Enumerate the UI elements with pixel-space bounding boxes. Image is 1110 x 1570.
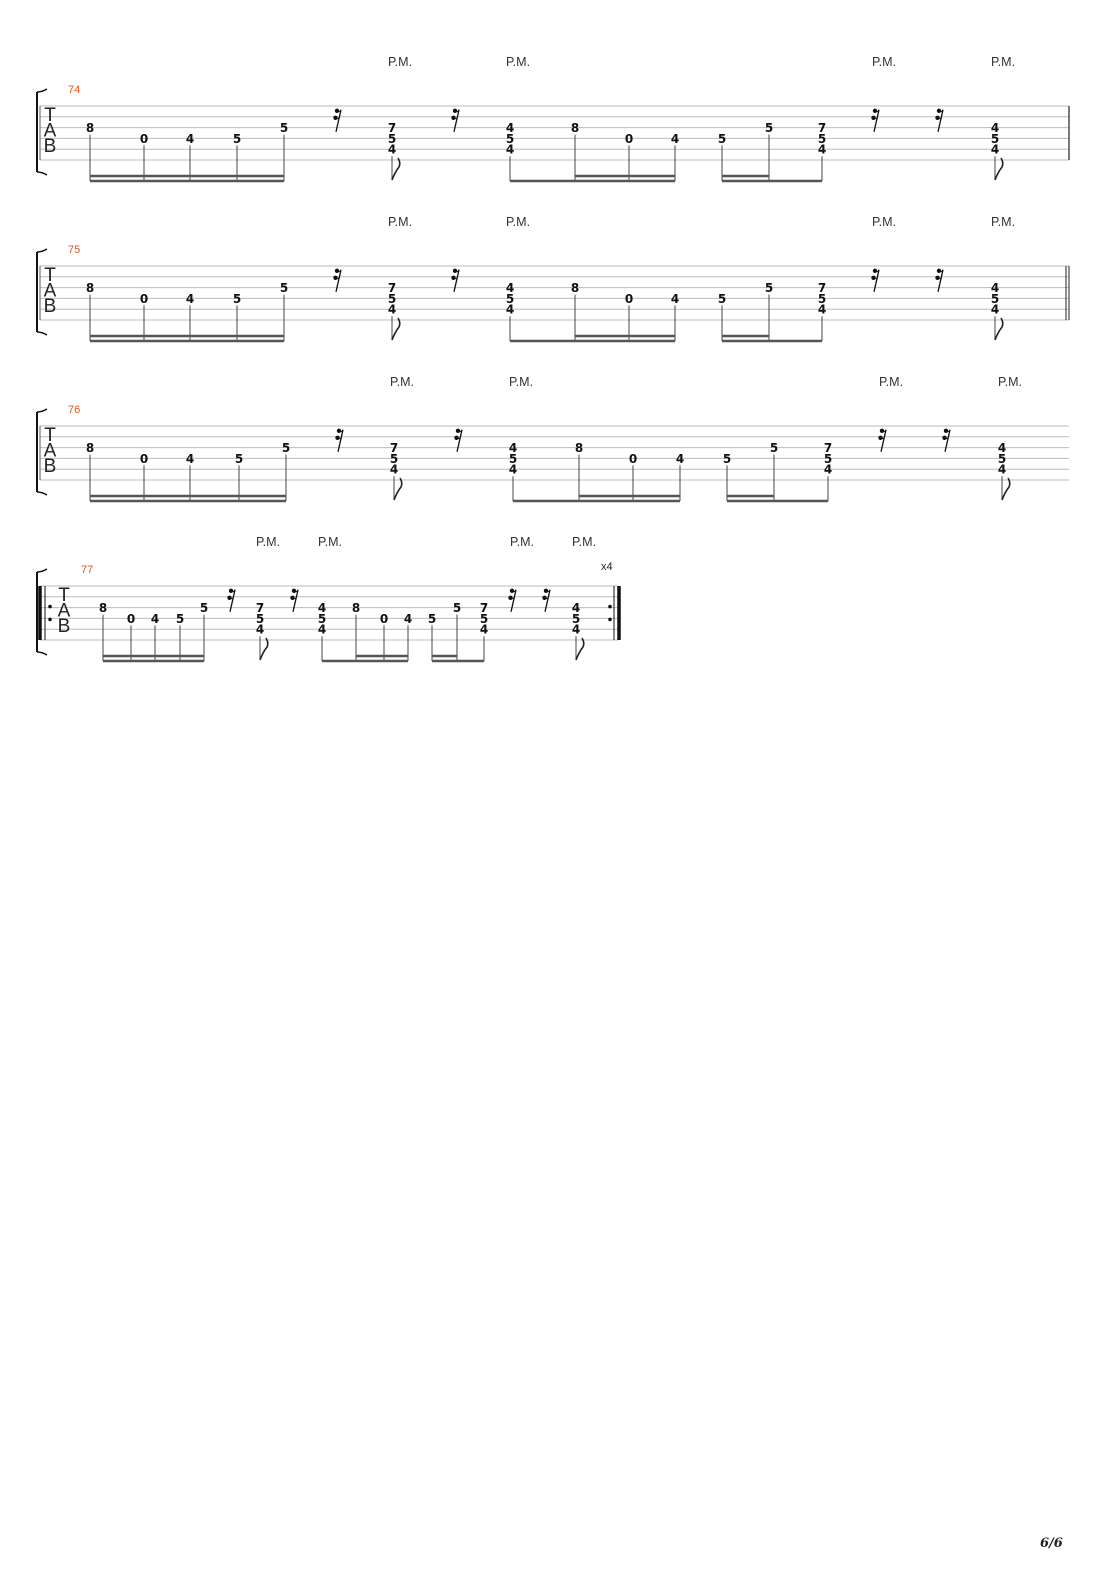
bracket-bottom-hook (37, 332, 47, 335)
fret-number: 5 (452, 601, 462, 616)
fret-number: 5 (175, 611, 185, 626)
sixteenth-rest (542, 589, 550, 612)
sixteenth-rest (451, 109, 459, 132)
tab-clef-letter: A (43, 440, 57, 462)
tab-system (37, 215, 1069, 341)
fret-number: 0 (139, 131, 149, 146)
fret-number: 8 (85, 281, 95, 296)
fret-number: 7 (817, 121, 827, 136)
palm-mute-label: P.M. (871, 55, 897, 69)
fret-number: 8 (574, 441, 584, 456)
bracket-top-hook (37, 249, 47, 252)
fret-number: 4 (505, 302, 515, 317)
palm-mute-label: P.M. (871, 215, 897, 229)
fret-number: 4 (571, 622, 581, 637)
measure-number: 77 (81, 564, 94, 576)
sixteenth-rest (451, 269, 459, 292)
fret-number: 5 (387, 291, 397, 306)
sixteenth-rest (935, 269, 943, 292)
bracket-top-hook (37, 89, 47, 92)
fret-number: 0 (379, 611, 389, 626)
tab-clef-letter: B (43, 296, 57, 317)
sixteenth-rest (333, 269, 341, 292)
eighth-flag (995, 158, 1003, 180)
fret-number: 4 (255, 622, 265, 637)
tab-clef-letter: T (44, 265, 56, 286)
fret-number: 4 (670, 131, 680, 146)
palm-mute-label: P.M. (389, 375, 415, 389)
measure-number: 74 (68, 84, 81, 96)
rest-stem (938, 110, 943, 132)
sixteenth-rest (454, 429, 462, 452)
fret-number: 4 (317, 601, 327, 616)
fret-number: 4 (675, 451, 685, 466)
fret-number: 4 (150, 611, 160, 626)
sixteenth-rest (333, 109, 341, 132)
fret-number: 4 (990, 281, 1000, 296)
fret-number: 5 (717, 291, 727, 306)
rest-stem (293, 590, 298, 612)
fret-number: 4 (670, 291, 680, 306)
fret-number: 5 (990, 291, 1000, 306)
fret-number: 5 (505, 291, 515, 306)
fret-number: 4 (990, 302, 1000, 317)
fret-number: 4 (185, 131, 195, 146)
fret-number: 4 (997, 441, 1007, 456)
fret-number: 5 (571, 611, 581, 626)
fret-number: 5 (317, 611, 327, 626)
fret-number: 5 (199, 601, 209, 616)
rest-stem (230, 590, 235, 612)
rest-stem (336, 110, 341, 132)
fret-number: 8 (85, 121, 95, 136)
fret-number: 5 (232, 291, 242, 306)
fret-number: 0 (628, 451, 638, 466)
fret-number: 5 (990, 131, 1000, 146)
palm-mute-label: P.M. (505, 215, 531, 229)
fret-number: 5 (508, 451, 518, 466)
repeat-dot (608, 605, 612, 609)
tab-clef-letter: T (44, 425, 56, 446)
measure-number: 76 (68, 404, 81, 416)
fret-number: 5 (279, 121, 289, 136)
fret-number: 4 (997, 462, 1007, 477)
measure-number: 75 (68, 244, 81, 256)
fret-number: 4 (817, 142, 827, 157)
repeat-count: x4 (601, 561, 613, 573)
fret-number: 0 (624, 291, 634, 306)
fret-number: 5 (255, 611, 265, 626)
palm-mute-label: P.M. (878, 375, 904, 389)
tab-clef-letter: B (43, 456, 57, 477)
fret-number: 8 (570, 281, 580, 296)
fret-number: 5 (279, 281, 289, 296)
sixteenth-rest (871, 269, 879, 292)
sixteenth-rest (942, 429, 950, 452)
eighth-flag (392, 318, 400, 340)
repeat-dot (608, 618, 612, 622)
fret-number: 4 (387, 142, 397, 157)
fret-number: 8 (351, 601, 361, 616)
fret-number: 0 (624, 131, 634, 146)
palm-mute-label: P.M. (317, 535, 343, 549)
sixteenth-rest (508, 589, 516, 612)
fret-number: 4 (505, 142, 515, 157)
fret-number: 7 (817, 281, 827, 296)
fret-number: 4 (403, 611, 413, 626)
sixteenth-rest (227, 589, 235, 612)
fret-number: 5 (769, 441, 779, 456)
fret-number: 5 (281, 441, 291, 456)
fret-number: 7 (387, 281, 397, 296)
bracket-bottom-hook (37, 652, 47, 655)
palm-mute-label: P.M. (387, 55, 413, 69)
tab-system (37, 55, 1069, 181)
palm-mute-label: P.M. (997, 375, 1023, 389)
tab-clef-letter: T (58, 585, 70, 606)
eighth-flag (995, 318, 1003, 340)
fret-number: 0 (126, 611, 136, 626)
fret-number: 4 (817, 302, 827, 317)
tab-clef-letter: A (43, 120, 57, 142)
sixteenth-rest (878, 429, 886, 452)
fret-number: 5 (717, 131, 727, 146)
fret-number: 5 (823, 451, 833, 466)
fret-number: 7 (389, 441, 399, 456)
sixteenth-rest (935, 109, 943, 132)
fret-number: 4 (479, 622, 489, 637)
eighth-flag (394, 478, 402, 500)
rest-stem (881, 430, 886, 452)
fret-number: 8 (570, 121, 580, 136)
fret-number: 8 (98, 601, 108, 616)
rest-stem (336, 270, 341, 292)
fret-number: 5 (817, 291, 827, 306)
rest-stem (874, 110, 879, 132)
fret-number: 5 (234, 451, 244, 466)
rest-stem (338, 430, 343, 452)
tab-system (37, 535, 619, 661)
rest-stem (454, 110, 459, 132)
fret-number: 4 (185, 451, 195, 466)
fret-number: 5 (427, 611, 437, 626)
fret-number: 4 (317, 622, 327, 637)
fret-number: 5 (764, 281, 774, 296)
fret-number: 4 (990, 142, 1000, 157)
eighth-flag (1002, 478, 1010, 500)
rest-stem (545, 590, 550, 612)
palm-mute-label: P.M. (571, 535, 597, 549)
fret-number: 5 (997, 451, 1007, 466)
fret-number: 7 (255, 601, 265, 616)
fret-number: 4 (508, 462, 518, 477)
tab-clef-letter: B (57, 616, 71, 637)
bracket-top-hook (37, 569, 47, 572)
tab-system (37, 375, 1069, 501)
tab-clef-letter: A (43, 280, 57, 302)
repeat-dot (48, 618, 52, 622)
rest-stem (511, 590, 516, 612)
fret-number: 5 (505, 131, 515, 146)
rest-stem (454, 270, 459, 292)
fret-number: 4 (505, 121, 515, 136)
tab-clef-letter: A (57, 600, 71, 622)
palm-mute-label: P.M. (505, 55, 531, 69)
fret-number: 8 (85, 441, 95, 456)
palm-mute-label: P.M. (387, 215, 413, 229)
fret-number: 5 (764, 121, 774, 136)
fret-number: 7 (479, 601, 489, 616)
eighth-flag (392, 158, 400, 180)
fret-number: 7 (823, 441, 833, 456)
bracket-bottom-hook (37, 492, 47, 495)
fret-number: 0 (139, 291, 149, 306)
bracket-bottom-hook (37, 172, 47, 175)
fret-number: 5 (722, 451, 732, 466)
fret-number: 4 (185, 291, 195, 306)
fret-number: 5 (479, 611, 489, 626)
fret-number: 4 (505, 281, 515, 296)
repeat-dot (48, 605, 52, 609)
palm-mute-label: P.M. (509, 535, 535, 549)
fret-number: 7 (387, 121, 397, 136)
sixteenth-rest (335, 429, 343, 452)
rest-stem (945, 430, 950, 452)
sixteenth-rest (871, 109, 879, 132)
fret-number: 5 (817, 131, 827, 146)
fret-number: 4 (990, 121, 1000, 136)
fret-number: 5 (387, 131, 397, 146)
bracket-top-hook (37, 409, 47, 412)
rest-stem (457, 430, 462, 452)
fret-number: 4 (389, 462, 399, 477)
palm-mute-label: P.M. (508, 375, 534, 389)
palm-mute-label: P.M. (255, 535, 281, 549)
palm-mute-label: P.M. (990, 55, 1016, 69)
rest-stem (874, 270, 879, 292)
fret-number: 4 (387, 302, 397, 317)
fret-number: 4 (571, 601, 581, 616)
tab-clef-letter: B (43, 136, 57, 157)
fret-number: 0 (139, 451, 149, 466)
sixteenth-rest (290, 589, 298, 612)
eighth-flag (260, 638, 268, 660)
fret-number: 5 (389, 451, 399, 466)
palm-mute-label: P.M. (990, 215, 1016, 229)
eighth-flag (576, 638, 584, 660)
rest-stem (938, 270, 943, 292)
page-number: 6/6 (1040, 1536, 1063, 1551)
tab-clef-letter: T (44, 105, 56, 126)
fret-number: 4 (823, 462, 833, 477)
fret-number: 4 (508, 441, 518, 456)
fret-number: 5 (232, 131, 242, 146)
